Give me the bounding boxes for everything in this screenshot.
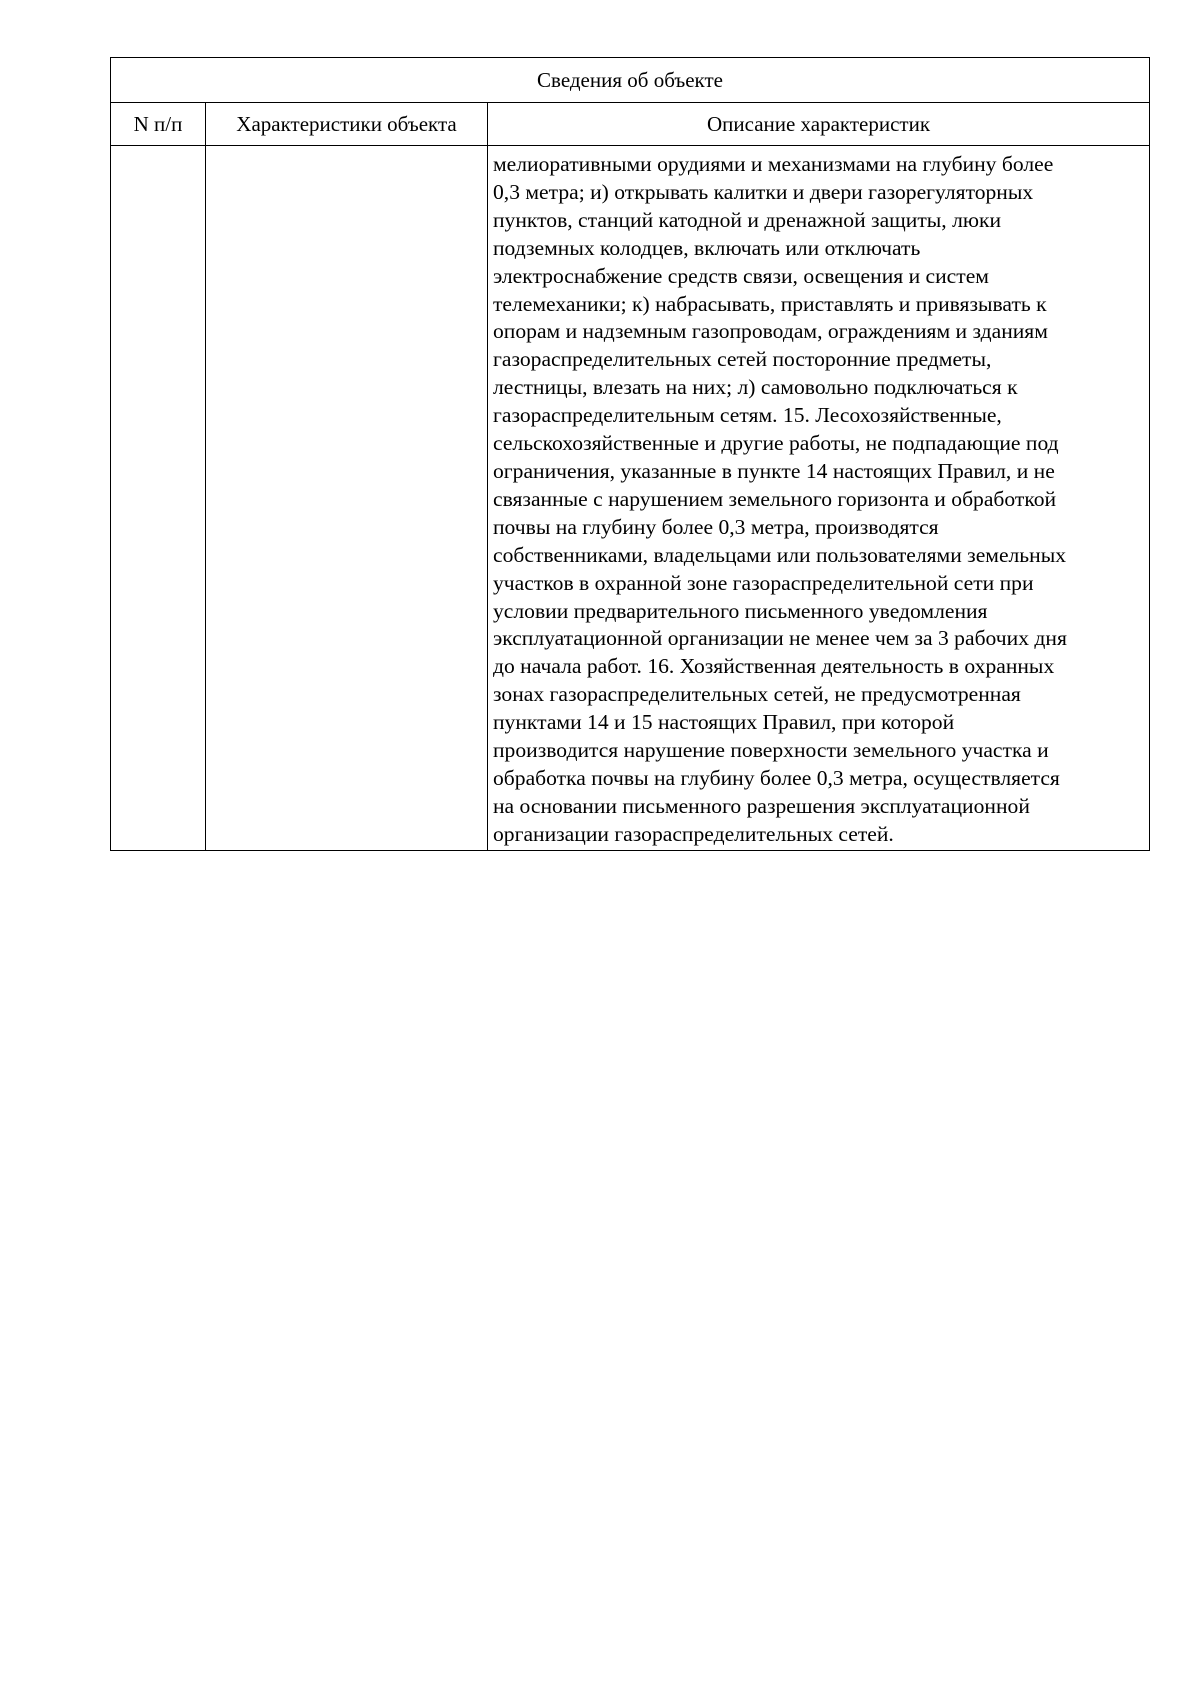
description-line: ограничения, указанные в пункте 14 настоящих Правил, и не — [493, 458, 1055, 483]
description-line: опорам и надземным газопроводам, ограждениям и зданиям — [493, 319, 1048, 344]
description-line: организации газораспределительных сетей. — [493, 821, 894, 846]
description-line: пунктов, станций катодной и дренажной защиты, люки — [493, 207, 1002, 232]
description-line: газораспределительных сетей посторонние предметы, — [493, 347, 992, 372]
header-characteristics: Характеристики объекта — [206, 103, 488, 146]
description-line: газораспределительным сетям. 15. Лесохозяйственные, — [493, 403, 1002, 428]
cell-characteristics — [206, 146, 488, 851]
description-line: на основании письменного разрешения эксплуатационной — [493, 793, 1030, 818]
description-line: участков в охранной зоне газораспределительной сети при — [493, 570, 1034, 595]
header-description: Описание характеристик — [488, 103, 1150, 146]
description-line: связанные с нарушением земельного горизонта и обработкой — [493, 486, 1057, 511]
cell-number — [111, 146, 206, 851]
object-info-table — [110, 57, 1150, 851]
description-line: обработка почвы на глубину более 0,3 метра, осуществляется — [493, 765, 1060, 790]
description-line: 0,3 метра; и) открывать калитки и двери газорегуляторных — [493, 179, 1034, 204]
description-line: производится нарушение поверхности земельного участка и — [493, 738, 1049, 763]
description-line: до начала работ. 16. Хозяйственная деятельность в охранных — [493, 654, 1055, 679]
description-line: почвы на глубину более 0,3 метра, производятся — [493, 514, 939, 539]
header-number: N п/п — [111, 103, 206, 146]
description-text — [488, 146, 1149, 850]
description-line: подземных колодцев, включать или отключать — [493, 235, 921, 260]
description-line: сельскохозяйственные и другие работы, не подпадающие под — [493, 431, 1059, 456]
description-line: эксплуатационной организации не менее чем за 3 рабочих дня — [493, 626, 1067, 651]
description-line: зонах газораспределительных сетей, не предусмотренная — [493, 682, 1021, 707]
description-line: мелиоративными орудиями и механизмами на глубину более — [493, 152, 1054, 176]
description-line: собственниками, владельцами или пользователями земельных — [493, 542, 1067, 567]
description-line: электроснабжение средств связи, освещения и систем — [493, 263, 989, 288]
table-row — [111, 146, 1150, 851]
cell-description — [488, 146, 1150, 851]
table-title: Сведения об объекте — [111, 58, 1150, 103]
description-line: пунктами 14 и 15 настоящих Правил, при которой — [493, 710, 955, 735]
table-title-row — [111, 58, 1150, 103]
description-line: телемеханики; к) набрасывать, приставлять и привязывать к — [493, 291, 1047, 316]
table-header-row — [111, 103, 1150, 146]
description-line: лестницы, влезать на них; л) самовольно подключаться к — [493, 375, 1018, 400]
description-line: условии предварительного письменного уведомления — [493, 598, 988, 623]
